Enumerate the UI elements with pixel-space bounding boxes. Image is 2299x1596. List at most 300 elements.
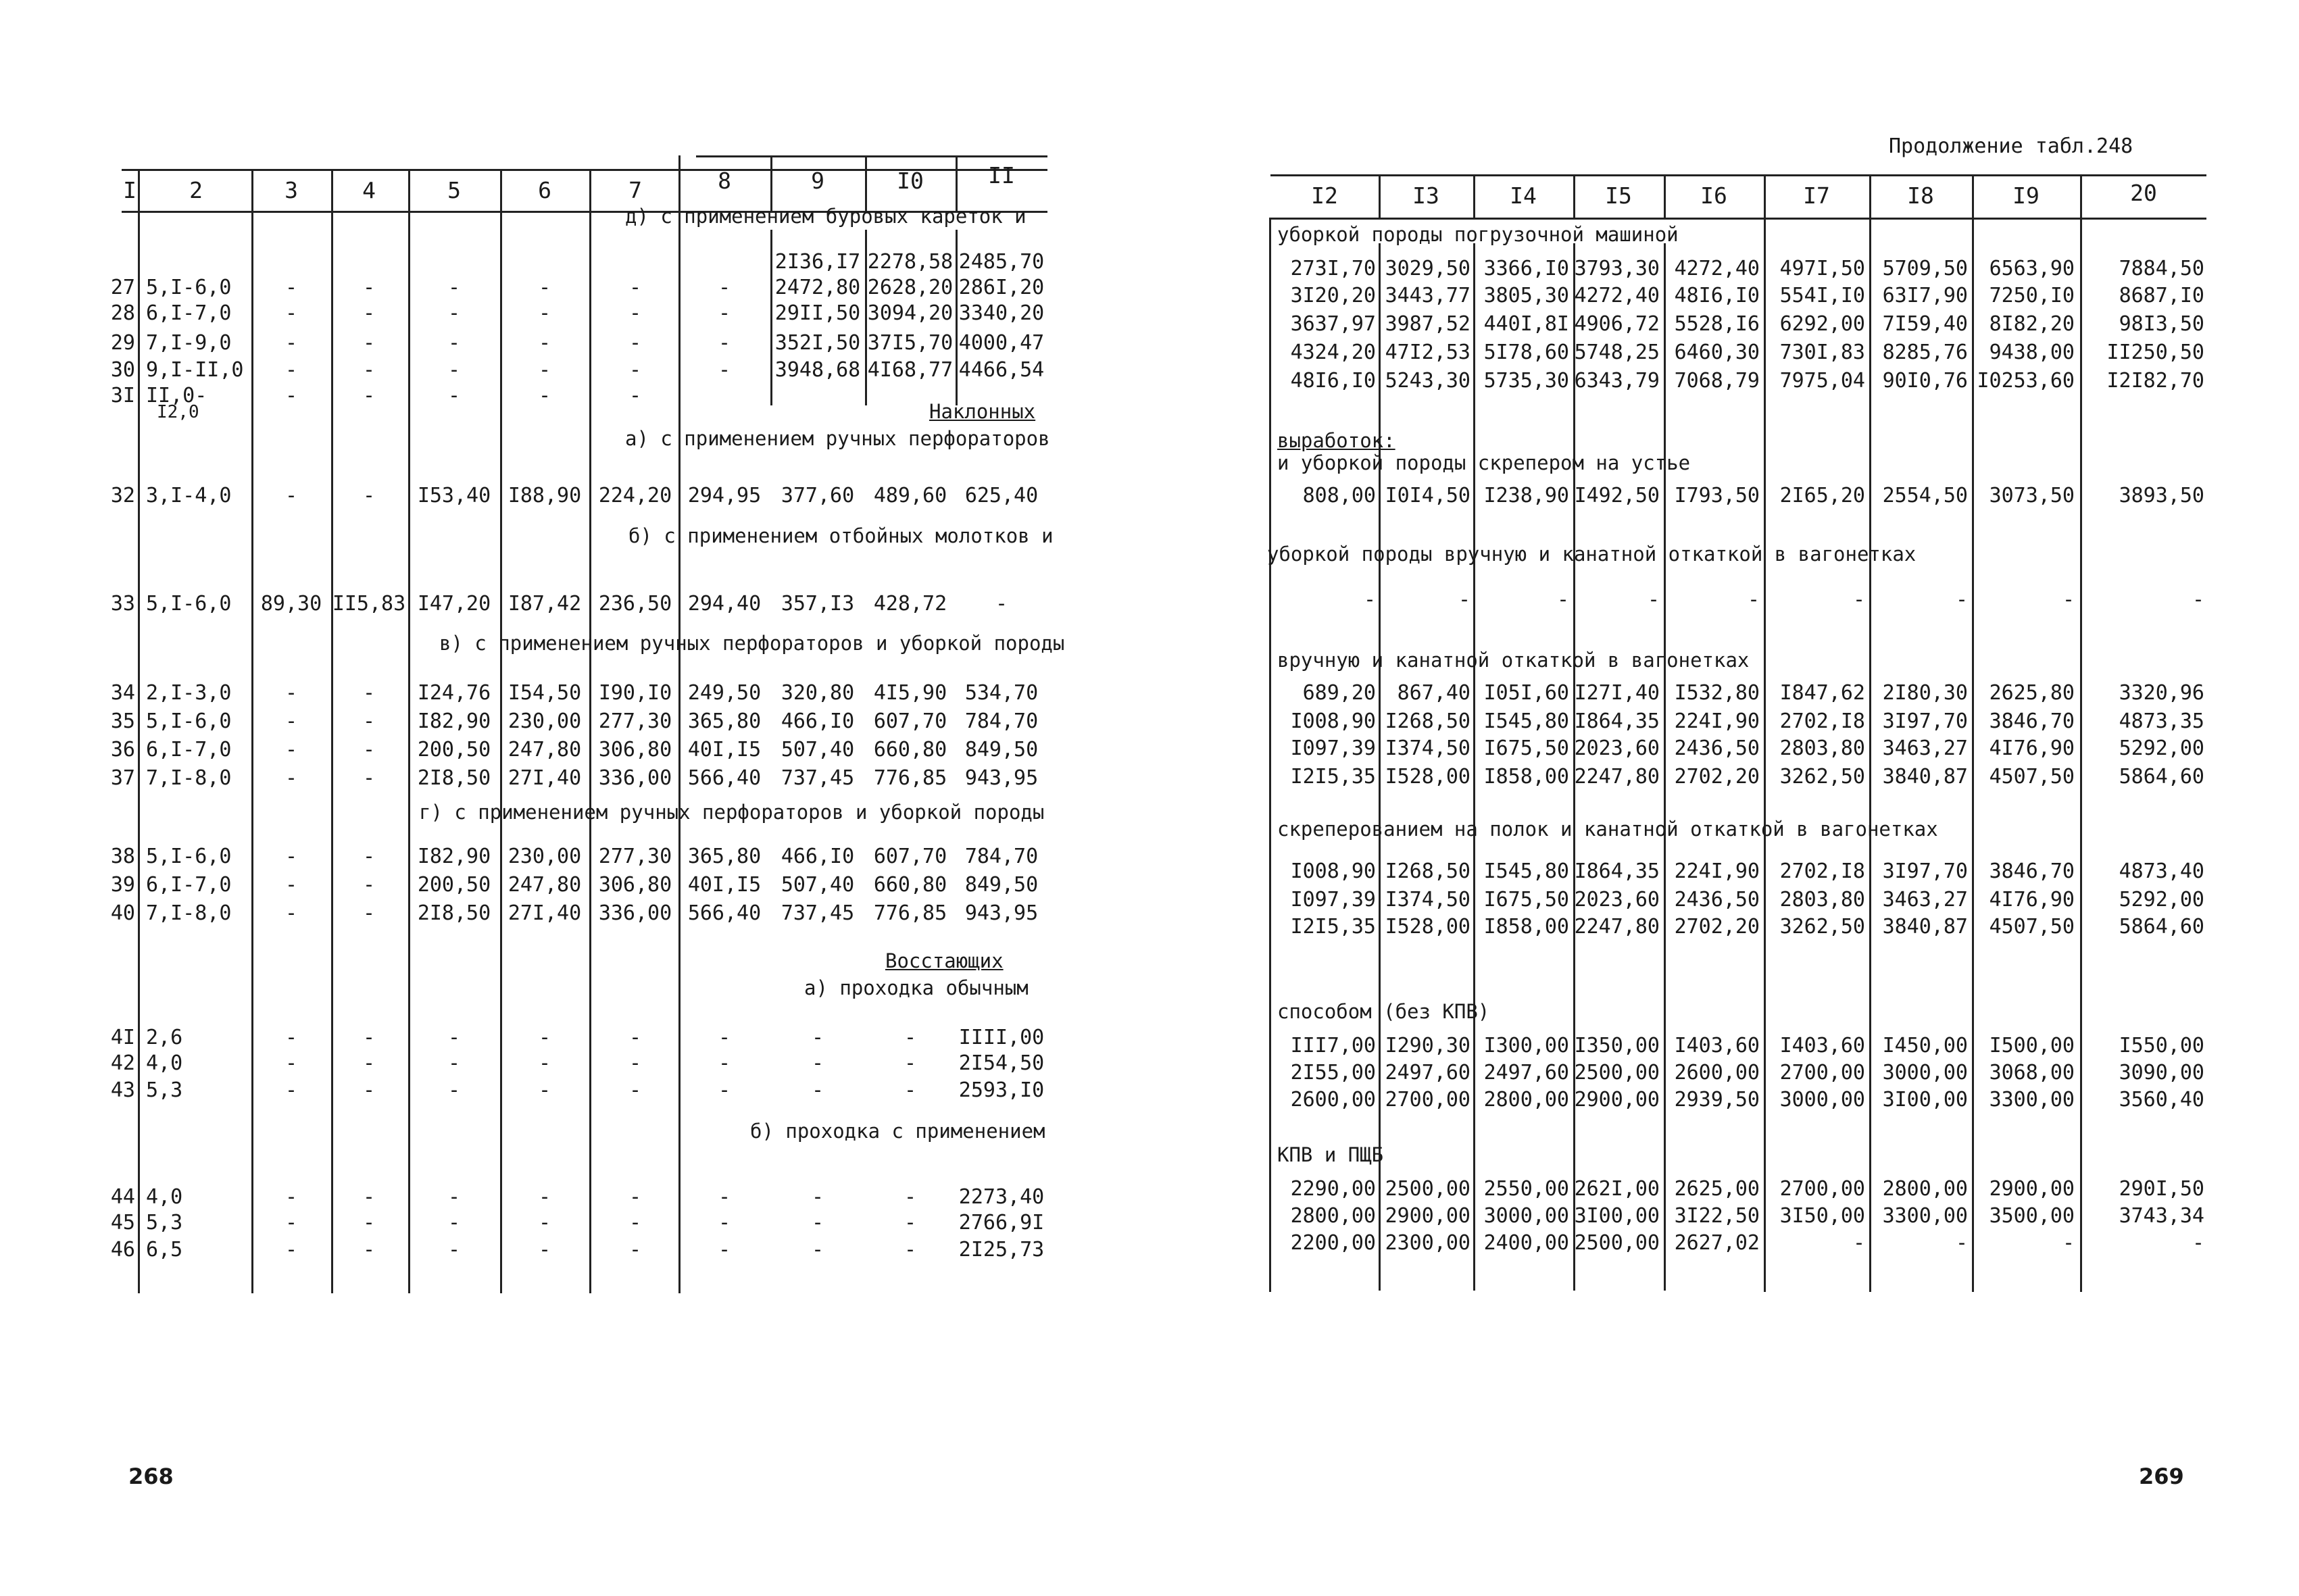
table-cell: - xyxy=(285,873,298,897)
table-cell: - xyxy=(538,358,551,382)
col-sep xyxy=(956,230,958,405)
table-cell: 4272,40 xyxy=(1574,284,1660,307)
table-cell: - xyxy=(362,276,376,299)
col-sep xyxy=(1664,243,1666,1291)
table-cell: 247,80 xyxy=(508,738,582,762)
table-cell: 5,I-6,0 xyxy=(146,592,232,616)
table-cell: 294,95 xyxy=(687,484,762,507)
table-cell: 4873,35 xyxy=(2119,709,2204,733)
col-sep xyxy=(2080,218,2082,1292)
table-cell: 5,I-6,0 xyxy=(146,845,232,868)
table-cell: 6460,30 xyxy=(1674,341,1760,364)
table-cell: I268,50 xyxy=(1385,709,1470,733)
table-cell: 2247,80 xyxy=(1574,765,1660,789)
row-number: 43 xyxy=(110,1078,135,1102)
table-cell: 224I,90 xyxy=(1674,859,1760,883)
table-cell: 2600,00 xyxy=(1290,1088,1376,1112)
col-sep xyxy=(138,212,140,1293)
table-cell: 5,I-6,0 xyxy=(146,276,232,299)
col-sep xyxy=(331,169,333,212)
table-cell: 3073,50 xyxy=(1989,484,2075,507)
table-cell: - xyxy=(362,681,376,705)
table-cell: - xyxy=(904,1211,917,1235)
row-number: 44 xyxy=(110,1185,135,1209)
table-cell: 3I00,00 xyxy=(1882,1088,1968,1112)
table-cell: - xyxy=(2192,1231,2204,1255)
table-cell: 27I,40 xyxy=(508,901,582,925)
table-cell: - xyxy=(362,1051,376,1075)
table-cell: 3443,77 xyxy=(1385,284,1470,307)
table-cell: - xyxy=(718,1211,731,1235)
section-caption: способом (без КПВ) xyxy=(1277,1000,1490,1023)
table-cell: 306,80 xyxy=(598,873,672,897)
table-cell: 5292,00 xyxy=(2119,888,2204,912)
table-cell: 9438,00 xyxy=(1989,341,2075,364)
table-cell: - xyxy=(362,766,376,790)
table-cell: - xyxy=(285,766,298,790)
table-cell: 2I65,20 xyxy=(1779,484,1865,507)
table-cell: - xyxy=(362,845,376,868)
table-cell: 47I2,53 xyxy=(1385,341,1470,364)
table-cell: I500,00 xyxy=(1989,1034,2075,1057)
table-cell: 224I,90 xyxy=(1674,709,1760,733)
table-cell: 249,50 xyxy=(687,681,762,705)
row-number: 40 xyxy=(110,901,135,925)
section-caption: вручную и канатной откаткой в вагонетках xyxy=(1277,649,1750,672)
row-number: 35 xyxy=(110,709,135,733)
table-cell: 3000,00 xyxy=(1779,1088,1865,1112)
table-cell: 5243,30 xyxy=(1385,369,1470,393)
table-cell: - xyxy=(447,1238,461,1262)
table-cell: - xyxy=(718,1078,731,1102)
table-cell: 2939,50 xyxy=(1674,1088,1760,1112)
table-cell: 3000,00 xyxy=(1483,1204,1569,1228)
table-cell: I847,62 xyxy=(1779,681,1865,705)
right-page xyxy=(1149,0,2299,1596)
table-cell: 2290,00 xyxy=(1290,1177,1376,1201)
table-cell: - xyxy=(362,901,376,925)
table-cell: 737,45 xyxy=(781,901,855,925)
col-sep xyxy=(1764,174,1766,219)
table-cell: 7,I-8,0 xyxy=(146,901,232,925)
table-cell: 943,95 xyxy=(964,766,1039,790)
section-caption: а) с применением ручных перфораторов xyxy=(625,427,1050,450)
table-cell: 2400,00 xyxy=(1483,1231,1569,1255)
table-cell: 5I78,60 xyxy=(1483,341,1569,364)
table-cell: 3029,50 xyxy=(1385,257,1470,280)
row-number: 27 xyxy=(110,276,135,299)
table-cell: - xyxy=(285,1238,298,1262)
table-cell: 3948,68 xyxy=(774,358,861,382)
table-cell: 3068,00 xyxy=(1989,1061,2075,1084)
table-cell: 3300,00 xyxy=(1989,1088,2075,1112)
table-cell: I864,35 xyxy=(1574,709,1660,733)
col-header: I7 xyxy=(1803,182,1830,209)
table-cell: 352I,50 xyxy=(774,331,861,355)
row-number: 29 xyxy=(110,331,135,355)
col-sep xyxy=(1972,218,1974,1292)
section-caption: КПВ и ПЩБ xyxy=(1277,1143,1384,1166)
table-cell: 2I25,73 xyxy=(958,1238,1045,1262)
table-cell: I374,50 xyxy=(1385,737,1470,760)
col-header: I2 xyxy=(1311,182,1338,209)
table-cell: - xyxy=(1556,588,1569,612)
table-cell: I350,00 xyxy=(1574,1034,1660,1057)
table-cell: - xyxy=(285,484,298,507)
table-cell: 2I8,50 xyxy=(417,901,491,925)
table-cell: - xyxy=(447,358,461,382)
table-cell: - xyxy=(718,276,731,299)
table-cell: 3I97,70 xyxy=(1882,709,1968,733)
col-sep xyxy=(1379,243,1381,1291)
row-number: 42 xyxy=(110,1051,135,1075)
table-cell: - xyxy=(285,709,298,733)
table-cell: 48I6,I0 xyxy=(1674,284,1760,307)
col-sep xyxy=(251,212,253,1293)
table-cell: - xyxy=(362,1078,376,1102)
table-cell: 3846,70 xyxy=(1989,859,2075,883)
col-header: 7 xyxy=(628,177,642,203)
row-number: 38 xyxy=(110,845,135,868)
col-header: II xyxy=(988,162,1015,189)
col-sep xyxy=(956,155,958,212)
table-cell: - xyxy=(285,301,298,325)
table-cell: - xyxy=(811,1051,824,1075)
table-cell: 2472,80 xyxy=(774,276,861,299)
row-number: 34 xyxy=(110,681,135,705)
table-cell: 2,I-3,0 xyxy=(146,681,232,705)
table-cell: I82,90 xyxy=(417,709,491,733)
row-number: 30 xyxy=(110,358,135,382)
table-cell: 2I54,50 xyxy=(958,1051,1045,1075)
section-caption: б) проходка с применением xyxy=(750,1120,1045,1143)
table-cell: - xyxy=(1458,588,1470,612)
table-cell: 6292,00 xyxy=(1779,312,1865,336)
section-caption: и уборкой породы скрепером на устье xyxy=(1277,451,1691,474)
table-cell: 2485,70 xyxy=(958,250,1045,274)
table-cell: 849,50 xyxy=(964,738,1039,762)
table-cell: I0253,60 xyxy=(1977,369,2075,393)
table-cell: 2,6 xyxy=(146,1026,183,1049)
table-cell: I403,60 xyxy=(1779,1034,1865,1057)
table-cell: 262I,00 xyxy=(1574,1177,1660,1201)
col-sep xyxy=(865,230,867,405)
table-cell: I793,50 xyxy=(1674,484,1760,507)
table-cell: IIII,00 xyxy=(958,1026,1045,1049)
table-cell: - xyxy=(904,1238,917,1262)
table-cell: 2I8,50 xyxy=(417,766,491,790)
section-caption: уборкой породы вручную и канатной откаткой в вагонетках xyxy=(1267,543,1917,566)
table-cell: 230,00 xyxy=(508,845,582,868)
table-cell: - xyxy=(1955,588,1968,612)
table-cell: 5864,60 xyxy=(2119,765,2204,789)
table-cell: - xyxy=(447,331,461,355)
section-heading: выработок: xyxy=(1277,429,1395,452)
col-sep xyxy=(678,155,681,212)
table-cell: I2I82,70 xyxy=(2106,369,2204,393)
table-cell: - xyxy=(362,484,376,507)
table-cell: 2800,00 xyxy=(1290,1204,1376,1228)
table-cell: 3366,I0 xyxy=(1483,257,1569,280)
table-cell: 3I22,50 xyxy=(1674,1204,1760,1228)
table-cell: - xyxy=(538,1238,551,1262)
table-cell: 2628,20 xyxy=(867,276,954,299)
table-cell: 37I5,70 xyxy=(867,331,954,355)
table-cell: - xyxy=(285,384,298,407)
col-sep xyxy=(1573,174,1575,219)
table-cell: - xyxy=(285,1026,298,1049)
table-cell: - xyxy=(811,1211,824,1235)
table-cell: 3793,30 xyxy=(1574,257,1660,280)
table-cell: 4906,72 xyxy=(1574,312,1660,336)
table-cell: - xyxy=(538,1211,551,1235)
col-header: I8 xyxy=(1907,182,1934,209)
table-cell: 2600,00 xyxy=(1674,1061,1760,1084)
left-top-rule xyxy=(696,155,1047,157)
table-cell: - xyxy=(628,1211,642,1235)
table-cell: - xyxy=(538,1185,551,1209)
table-cell: I268,50 xyxy=(1385,859,1470,883)
table-cell: - xyxy=(447,1185,461,1209)
table-cell: 607,70 xyxy=(873,845,947,868)
table-cell: - xyxy=(1647,588,1660,612)
table-cell: I008,90 xyxy=(1290,709,1376,733)
row-number: 33 xyxy=(110,592,135,616)
table-cell: 3094,20 xyxy=(867,301,954,325)
table-cell: 2200,00 xyxy=(1290,1231,1376,1255)
section-caption: б) с применением отбойных молотков и xyxy=(628,524,1054,547)
table-cell: 776,85 xyxy=(873,901,947,925)
col-header: I6 xyxy=(1700,182,1727,209)
col-sep xyxy=(1473,174,1475,219)
col-sep xyxy=(589,169,591,212)
table-cell: 3805,30 xyxy=(1483,284,1569,307)
table-cell: - xyxy=(538,1026,551,1049)
table-cell: - xyxy=(628,276,642,299)
table-cell: 4,0 xyxy=(146,1051,183,1075)
table-cell: - xyxy=(1852,1231,1865,1255)
right-header-bottom-rule xyxy=(1270,218,2206,220)
table-cell: - xyxy=(1363,588,1376,612)
table-cell: I87,42 xyxy=(508,592,582,616)
col-header: 9 xyxy=(811,168,824,194)
table-cell: 2700,00 xyxy=(1779,1177,1865,1201)
table-cell: 5292,00 xyxy=(2119,737,2204,760)
section-caption: д) с применением буровых кареток и xyxy=(625,205,1027,228)
table-cell: 808,00 xyxy=(1302,484,1376,507)
table-cell: 3463,27 xyxy=(1882,737,1968,760)
table-cell: - xyxy=(1955,1231,1968,1255)
table-cell: 2436,50 xyxy=(1674,737,1760,760)
table-cell: - xyxy=(904,1185,917,1209)
table-cell: 2700,00 xyxy=(1385,1088,1470,1112)
table-cell: 2I36,I7 xyxy=(774,250,861,274)
table-cell: - xyxy=(718,1185,731,1209)
table-cell: - xyxy=(628,1238,642,1262)
table-cell: 4507,50 xyxy=(1989,915,2075,939)
table-cell: 660,80 xyxy=(873,873,947,897)
table-cell: 7884,50 xyxy=(2119,257,2204,280)
table-cell: I27I,40 xyxy=(1574,681,1660,705)
col-header: 2 xyxy=(189,177,203,203)
table-cell: 8285,76 xyxy=(1882,341,1968,364)
col-sep xyxy=(138,169,140,212)
table-cell: - xyxy=(995,592,1008,616)
table-cell: - xyxy=(362,873,376,897)
table-cell: 2500,00 xyxy=(1385,1177,1470,1201)
table-cell: 365,80 xyxy=(687,845,762,868)
table-cell: 466,I0 xyxy=(781,709,855,733)
table-cell: 40I,I5 xyxy=(687,738,762,762)
table-cell: - xyxy=(628,1185,642,1209)
table-cell: 943,95 xyxy=(964,901,1039,925)
table-cell: 3I20,20 xyxy=(1290,284,1376,307)
table-cell: I290,30 xyxy=(1385,1034,1470,1057)
table-cell: 534,70 xyxy=(964,681,1039,705)
table-cell: - xyxy=(285,276,298,299)
table-cell: - xyxy=(447,276,461,299)
table-cell: 320,80 xyxy=(781,681,855,705)
table-cell: 4I76,90 xyxy=(1989,737,2075,760)
table-cell: - xyxy=(628,1078,642,1102)
table-cell: 8687,I0 xyxy=(2119,284,2204,307)
table-cell: 4272,40 xyxy=(1674,257,1760,280)
table-cell: - xyxy=(811,1238,824,1262)
table-cell: 625,40 xyxy=(964,484,1039,507)
table-cell: 4507,50 xyxy=(1989,765,2075,789)
table-cell: 2702,20 xyxy=(1674,765,1760,789)
table-cell: I450,00 xyxy=(1882,1034,1968,1057)
table-cell: 63I7,90 xyxy=(1882,284,1968,307)
table-cell: - xyxy=(285,331,298,355)
section-caption: скреперованием на полок и канатной откаткой в вагонетках xyxy=(1277,818,1938,841)
table-cell: 2278,58 xyxy=(867,250,954,274)
table-cell: 3262,50 xyxy=(1779,915,1865,939)
row-number: 3I xyxy=(110,384,135,407)
table-cell: - xyxy=(362,331,376,355)
table-cell: 507,40 xyxy=(781,738,855,762)
table-cell: 2497,60 xyxy=(1385,1061,1470,1084)
table-cell: I54,50 xyxy=(508,681,582,705)
table-cell: 5748,25 xyxy=(1574,341,1660,364)
table-cell: 5735,30 xyxy=(1483,369,1569,393)
table-cell: 277,30 xyxy=(598,709,672,733)
section-caption: уборкой породы погрузочной машиной xyxy=(1277,223,1679,246)
table-cell: 2023,60 xyxy=(1574,737,1660,760)
table-cell: - xyxy=(362,1185,376,1209)
table-cell: 4324,20 xyxy=(1290,341,1376,364)
table-cell: - xyxy=(285,1211,298,1235)
table-cell: - xyxy=(628,331,642,355)
row-number: 4I xyxy=(110,1026,135,1049)
table-cell: - xyxy=(362,301,376,325)
table-cell: 3090,00 xyxy=(2119,1061,2204,1084)
table-cell: 2900,00 xyxy=(1574,1088,1660,1112)
table-cell: 2702,20 xyxy=(1674,915,1760,939)
table-cell: 4873,40 xyxy=(2119,859,2204,883)
table-cell: 6,I-7,0 xyxy=(146,301,232,325)
table-cell: 9,I-II,0 xyxy=(146,358,244,382)
table-cell: - xyxy=(362,738,376,762)
table-cell: 4000,47 xyxy=(958,331,1045,355)
table-cell: 2497,60 xyxy=(1483,1061,1569,1084)
col-sep xyxy=(770,230,772,405)
table-cell: - xyxy=(628,301,642,325)
col-sep xyxy=(1869,174,1871,219)
table-cell: 2702,I8 xyxy=(1779,709,1865,733)
row-number: 28 xyxy=(110,301,135,325)
table-cell: - xyxy=(628,1026,642,1049)
table-cell: 3I50,00 xyxy=(1779,1204,1865,1228)
col-sep xyxy=(500,212,502,1293)
col-sep xyxy=(1764,218,1766,1292)
table-cell: - xyxy=(362,1238,376,1262)
col-header: 8 xyxy=(718,168,731,194)
table-cell: 2023,60 xyxy=(1574,888,1660,912)
table-cell: 3846,70 xyxy=(1989,709,2075,733)
table-cell: 660,80 xyxy=(873,738,947,762)
table-cell: - xyxy=(538,301,551,325)
table-cell: - xyxy=(904,1078,917,1102)
table-cell: - xyxy=(718,301,731,325)
table-cell: 3463,27 xyxy=(1882,888,1968,912)
table-cell: I24,76 xyxy=(417,681,491,705)
col-sep xyxy=(1664,174,1666,219)
table-cell: 306,80 xyxy=(598,738,672,762)
table-cell: 4466,54 xyxy=(958,358,1045,382)
section-heading: Наклонных xyxy=(929,400,1036,423)
table-cell: 4I76,90 xyxy=(1989,888,2075,912)
table-cell: - xyxy=(1852,588,1865,612)
table-cell: I47,20 xyxy=(417,592,491,616)
table-cell: - xyxy=(628,1051,642,1075)
table-cell: 224,20 xyxy=(598,484,672,507)
right-header-top-rule xyxy=(1270,174,2206,176)
table-cell: I0I4,50 xyxy=(1385,484,1470,507)
table-cell: - xyxy=(285,1078,298,1102)
table-cell: - xyxy=(447,1051,461,1075)
table-cell: I238,90 xyxy=(1483,484,1569,507)
table-cell: 5528,I6 xyxy=(1674,312,1760,336)
col-sep xyxy=(678,212,681,1293)
table-cell: - xyxy=(904,1026,917,1049)
table-cell: 290I,50 xyxy=(2119,1177,2204,1201)
table-cell: - xyxy=(538,1051,551,1075)
table-cell: 3I97,70 xyxy=(1882,859,1968,883)
table-cell: 566,40 xyxy=(687,901,762,925)
table-cell: 466,I0 xyxy=(781,845,855,868)
col-sep xyxy=(1379,174,1381,219)
table-cell: 3743,34 xyxy=(2119,1204,2204,1228)
col-sep xyxy=(1473,243,1475,1291)
row-number: 32 xyxy=(110,484,135,507)
table-cell: 2900,00 xyxy=(1385,1204,1470,1228)
table-cell: 7I59,40 xyxy=(1882,312,1968,336)
col-sep xyxy=(408,212,410,1293)
page-number: 268 xyxy=(128,1464,174,1489)
table-cell: - xyxy=(285,1185,298,1209)
table-cell: 377,60 xyxy=(781,484,855,507)
table-cell: - xyxy=(362,1211,376,1235)
col-sep xyxy=(251,169,253,212)
table-cell: 6,5 xyxy=(146,1238,183,1262)
table-cell: 2500,00 xyxy=(1574,1061,1660,1084)
table-cell: 5,I-6,0 xyxy=(146,709,232,733)
col-sep xyxy=(1869,218,1871,1292)
table-cell: 247,80 xyxy=(508,873,582,897)
table-cell: 5709,50 xyxy=(1882,257,1968,280)
table-cell: 489,60 xyxy=(873,484,947,507)
